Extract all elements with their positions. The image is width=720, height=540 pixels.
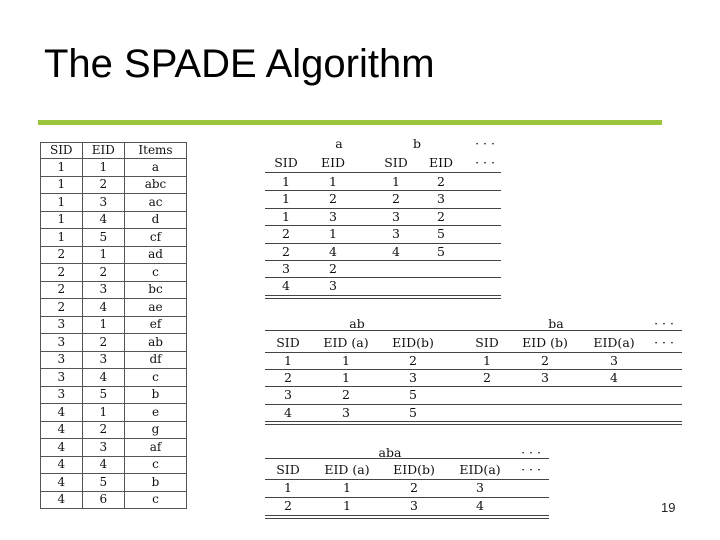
table-cell: 4 [282,278,290,294]
slide-title: The SPADE Algorithm [44,42,435,86]
divider [265,424,682,425]
divider [265,298,501,299]
table-cell: 2 [329,191,337,207]
idlist-table-aba [265,445,549,518]
ellipsis-label: · · · [475,136,495,151]
table-cell: 3 [41,334,83,352]
table-cell: 3 [342,404,350,420]
table-cell: ac [125,194,187,212]
idlist-table-a-b [265,136,501,298]
sequence-database-table [40,142,187,509]
table-cell: 2 [541,353,549,368]
table-cell: 3 [41,351,83,369]
table-cell: 5 [82,386,124,404]
table-cell: 3 [82,194,124,212]
table-cell: 1 [82,316,124,334]
column-header: SID [41,143,83,159]
column-header: EID(b) [393,462,435,477]
table-cell: 3 [392,226,400,242]
table-cell: 4 [82,369,124,387]
divider [265,421,682,422]
table-row [41,369,187,387]
table-cell: 1 [342,370,350,386]
table-cell: 2 [282,226,290,242]
table-cell: c [125,369,187,387]
table-cell: ab [125,334,187,352]
ellipsis-label: · · · [654,335,674,350]
table-cell: 2 [392,191,400,207]
table-cell: df [125,351,187,369]
table-cell: a [125,159,187,177]
ellipsis-label: · · · [475,155,495,170]
table-row [41,421,187,439]
table-row [41,351,187,369]
column-header: EID(b) [392,335,434,350]
table-cell: 3 [282,261,290,276]
table-cell: abc [125,176,187,194]
row-divider [265,190,501,191]
table-cell: e [125,404,187,422]
column-header: EID [82,143,124,159]
column-header: EID [320,155,346,170]
table-cell: 2 [342,387,350,403]
table-cell: 3 [410,497,418,513]
table-cell: 2 [82,334,124,352]
table-cell: 2 [483,370,491,386]
row-divider [265,208,501,209]
table-cell: 1 [41,229,83,247]
table-cell: 2 [41,246,83,264]
table-row [41,491,187,509]
table-cell: cf [125,229,187,247]
table-cell: 2 [41,299,83,317]
table-cell: 2 [409,353,417,368]
table-cell: 3 [82,439,124,457]
table-cell: ef [125,316,187,334]
row-divider [265,277,501,278]
table-row [41,474,187,492]
table-row [41,386,187,404]
table-cell: 2 [437,208,445,224]
table-cell: 2 [437,174,445,189]
row-divider [265,386,682,387]
row-divider [265,404,682,405]
table-cell: 1 [329,226,337,242]
table-cell: 3 [329,208,337,224]
divider [265,330,682,331]
table-row [41,194,187,212]
table-cell: 3 [409,370,417,386]
table-cell: 2 [41,281,83,299]
table-cell: 3 [82,351,124,369]
table-cell: 3 [82,281,124,299]
table-cell: af [125,439,187,457]
table-cell: 2 [82,264,124,282]
table-cell: 1 [392,174,400,189]
table-cell: 4 [610,370,618,386]
ellipsis-label: · · · [654,316,674,331]
table-cell: 3 [437,191,445,207]
table-cell: 3 [610,353,618,368]
table-cell: 1 [343,480,351,495]
page-number: 19 [661,500,676,515]
table-cell: 3 [41,316,83,334]
table-cell: 1 [483,353,491,368]
table-cell: 4 [82,299,124,317]
divider [265,479,549,480]
table-cell: 3 [41,369,83,387]
table-cell: g [125,421,187,439]
column-header: SID [276,462,300,477]
column-header: EID [428,155,454,170]
column-header: Items [125,143,187,159]
table-cell: 3 [541,370,549,386]
table-cell: 1 [329,174,337,189]
table-cell: 1 [284,353,292,368]
table-row [41,264,187,282]
table-cell: ad [125,246,187,264]
table-cell: 2 [284,370,292,386]
group-label: a [335,136,343,151]
row-divider [265,369,682,370]
table-cell: 1 [343,497,351,513]
group-label: b [412,136,422,151]
table-cell: 1 [82,246,124,264]
table-cell: 4 [41,404,83,422]
table-cell: 2 [41,264,83,282]
table-cell: 2 [329,261,337,276]
table-cell: b [125,474,187,492]
column-header: SID [475,335,499,350]
table-cell: 1 [342,353,350,368]
table-cell: 1 [41,211,83,229]
divider [265,295,501,296]
table-cell: ae [125,299,187,317]
table-cell: c [125,456,187,474]
table-cell: 1 [82,159,124,177]
table-row [41,176,187,194]
table-cell: 4 [41,456,83,474]
table-cell: 1 [284,480,292,495]
table-cell: 2 [284,497,292,513]
ellipsis-label: · · · [521,462,541,477]
table-cell: 4 [41,491,83,509]
table-row [41,334,187,352]
table-cell: 4 [392,243,400,259]
table-cell: 2 [82,176,124,194]
column-header: EID(a) [459,462,501,477]
group-label: ab [349,316,365,331]
ellipsis-label: · · · [521,445,541,460]
table-row [41,316,187,334]
table-cell: 2 [82,421,124,439]
row-divider [265,225,501,226]
table-cell: 3 [329,278,337,294]
table-cell: 1 [41,194,83,212]
table-cell: 3 [41,386,83,404]
table-cell: 1 [41,176,83,194]
group-label: ba [548,316,564,331]
divider [265,515,549,516]
table-header-row [41,143,187,159]
table-row [41,404,187,422]
group-label: aba [378,445,402,460]
table-cell: c [125,491,187,509]
column-header: SID [384,155,408,170]
table-cell: 3 [476,480,484,495]
table-row [41,299,187,317]
table-cell: 4 [41,421,83,439]
table-cell: b [125,386,187,404]
table-cell: bc [125,281,187,299]
table-cell: 4 [284,404,292,420]
column-header: EID (b) [522,335,568,350]
table-cell: 5 [437,243,445,259]
table-cell: 3 [392,208,400,224]
table-row [41,246,187,264]
row-divider [265,243,501,244]
table-cell: 2 [410,480,418,495]
column-header: EID (a) [323,335,369,350]
table-row [41,211,187,229]
table-row [41,229,187,247]
divider [265,518,549,519]
row-divider [265,497,549,498]
table-cell: 5 [409,387,417,403]
column-header: EID(a) [593,335,635,350]
column-header: SID [274,155,298,170]
table-cell: c [125,264,187,282]
table-cell: 4 [476,497,484,513]
idlist-table-ab-ba [265,316,682,424]
table-cell: 1 [282,208,290,224]
table-cell: 4 [82,211,124,229]
row-divider [265,260,501,261]
table-row [41,281,187,299]
column-header: SID [276,335,300,350]
table-cell: 1 [41,159,83,177]
divider [265,458,549,459]
table-cell: 1 [282,174,290,189]
table-cell: d [125,211,187,229]
divider [265,172,501,173]
table-row [41,159,187,177]
table-cell: 4 [329,243,337,259]
table-cell: 4 [41,474,83,492]
title-underline [38,120,662,125]
table-cell: 5 [82,229,124,247]
divider [265,352,682,353]
table-row [41,456,187,474]
table-cell: 5 [437,226,445,242]
table-cell: 5 [409,404,417,420]
table-row [41,439,187,457]
table-cell: 6 [82,491,124,509]
table-cell: 4 [41,439,83,457]
table-cell: 1 [282,191,290,207]
table-cell: 5 [82,474,124,492]
table-cell: 4 [82,456,124,474]
column-header: EID (a) [324,462,370,477]
table-cell: 2 [282,243,290,259]
table-cell: 1 [82,404,124,422]
table-cell: 3 [284,387,292,403]
